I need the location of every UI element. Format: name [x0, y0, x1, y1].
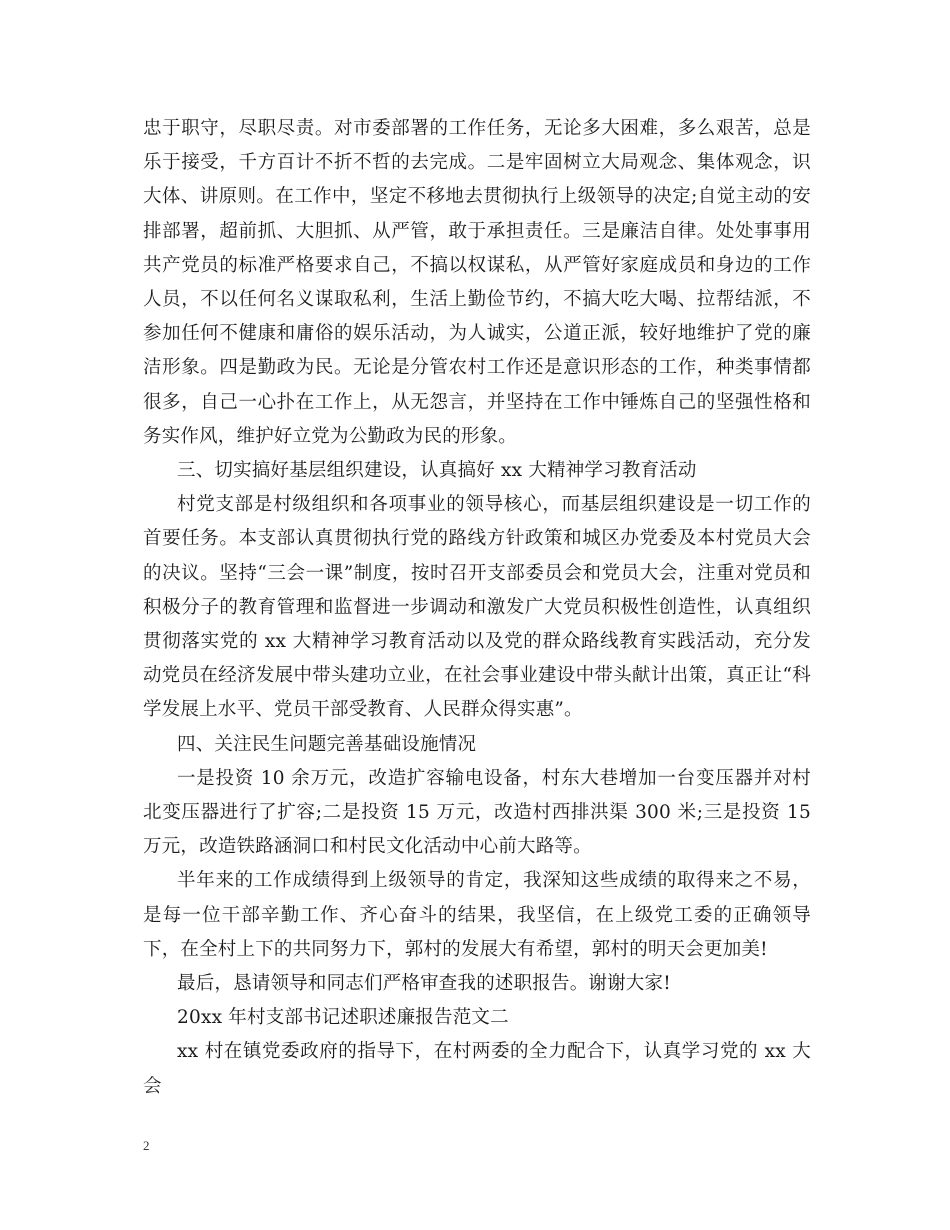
paragraph-duty: 忠于职守，尽职尽责。对市委部署的工作任务，无论多大困难，多么艰苦，总是乐于接受，千方百计不折不哲的去完成。二是牢固树立大局观念、集体观念，识大体、讲原则。在工作中，坚定不移地去贯彻执行上级领导的决定;自觉主动的安排部署，超前抓、大胆抓、从严管，敢于承担责任。三是廉洁自律。处处事事用共产党员的标准严格要求自己，不搞以权谋私，从严管好家庭成员和身边的工作人员，不以任何名义谋取私利，生活上勤俭节约，不搞大吃大喝、拉帮结派，不参加任何不健康和庸俗的娱乐活动，为人诚实，公道正派，较好地维护了党的廉洁形象。四是勤政为民。无论是分管农村工作还是意识形态的工作，种类事情都很多，自己一心扑在工作上，从无怨言，并坚持在工作中锤炼自己的坚强性格和务实作风，维护好立党为公勤政为民的形象。	[143, 118, 811, 447]
paragraph-closing: 最后，恳请领导和同志们严格审查我的述职报告。谢谢大家!	[177, 973, 671, 995]
page-number: 2	[143, 1138, 150, 1153]
heading-organization-building: 三、切实搞好基层组织建设，认真搞好 xx 大精神学习教育活动	[177, 460, 697, 482]
paragraph-party-branch: 村党支部是村级组织和各项事业的领导核心，而基层组织建设是一切工作的首要任务。本支部认真贯彻执行党的路线方针政策和城区办党委及本村党员大会的决议。坚持“三会一课”制度，按时召开支部委员会和党员大会，注重对党员和积极分子的教育管理和监督进一步调动和激发广大党员积极性创造性，认真组织贯彻落实党的 xx 大精神学习教育活动以及党的群众路线教育实践活动，充分发动党员在经济发展中带头建功立业，在社会事业建设中带头献计出策，真正让“科学发展上水平、党员干部受教育、人民群众得实惠”。	[143, 494, 811, 721]
heading-livelihood: 四、关注民生问题完善基础设施情况	[177, 733, 477, 755]
document-body	[143, 112, 811, 1104]
paragraph-achievements: 半年来的工作成绩得到上级领导的肯定，我深知这些成绩的取得来之不易，是每一位干部辛勤工作、齐心奋斗的结果，我坚信，在上级党工委的正确领导下，在全村上下的共同努力下，郭村的发展大有希望，郭村的明天会更加美!	[143, 870, 811, 960]
heading-sample-two: 20xx 年村支部书记述职述廉报告范文二	[177, 1007, 509, 1029]
paragraph-sample-two-start: xx 村在镇党委政府的指导下，在村两委的全力配合下，认真学习党的 xx 大会	[143, 1041, 811, 1097]
paragraph-investment: 一是投资 10 余万元，改造扩容输电设备，村东大巷增加一台变压器并对村北变压器进行了扩容;二是投资 15 万元，改造村西排洪渠 300 米;三是投资 15 万元，改造铁路涵洞口和村民文化活动中心前大路等。	[143, 767, 811, 858]
